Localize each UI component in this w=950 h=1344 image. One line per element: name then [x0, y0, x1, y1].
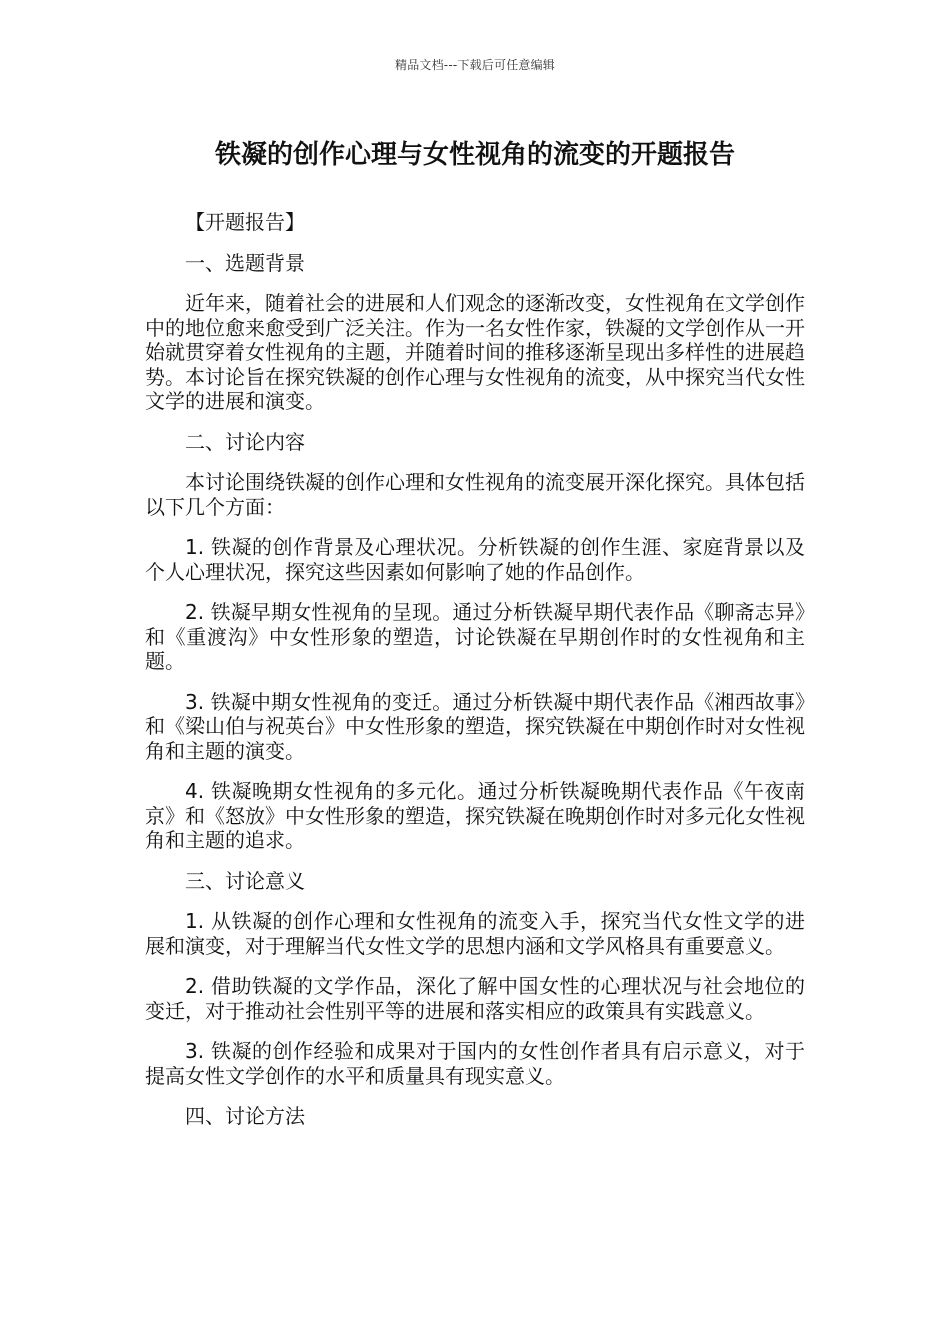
- list-item-significance-1: 1. 从铁凝的创作心理和女性视角的流变入手，探究当代女性文学的进展和演变，对于理解当代女性文学的思想内涵和文学风格具有重要意义。: [145, 909, 805, 958]
- section-heading-content: 二、讨论内容: [185, 429, 305, 454]
- section-heading-significance: 三、讨论意义: [185, 868, 305, 893]
- paragraph-gap: [145, 958, 805, 974]
- document-title: 铁凝的创作心理与女性视角的流变的开题报告: [214, 140, 735, 170]
- paragraph-gap: [145, 674, 805, 690]
- paragraph-gap: [145, 454, 805, 470]
- paragraph-gap: [145, 1088, 805, 1104]
- page-header-note: 精品文档---下载后可任意编辑: [395, 58, 555, 72]
- list-item-content-3: 3. 铁凝中期女性视角的变迁。通过分析铁凝中期代表作品《湘西故事》和《梁山伯与祝英台》中女性形象的塑造，探究铁凝在中期创作时对女性视角和主题的演变。: [145, 689, 805, 763]
- list-item-content-1: 1. 铁凝的创作背景及心理状况。分析铁凝的创作生涯、家庭背景以及个人心理状况，探究这些因素如何影响了她的作品创作。: [145, 535, 805, 584]
- section-heading-method: 四、讨论方法: [185, 1104, 305, 1128]
- paragraph-gap: [145, 235, 805, 251]
- document-body: [145, 210, 805, 1129]
- list-item-significance-2: 2. 借助铁凝的文学作品，深化了解中国女性的心理状况与社会地位的变迁，对于推动社会性别平等的进展和落实相应的政策具有实践意义。: [145, 974, 805, 1023]
- list-item-content-4: 4. 铁凝晚期女性视角的多元化。通过分析铁凝晚期代表作品《午夜南京》和《怒放》中女性形象的塑造，探究铁凝在晚期创作时对多元化女性视角和主题的追求。: [145, 779, 805, 852]
- paragraph-background: 近年来，随着社会的进展和人们观念的逐渐改变，女性视角在文学创作中的地位愈来愈受到广泛关注。作为一名女性作家，铁凝的文学创作从一开始就贯穿着女性视角的主题，并随着时间的推移逐渐呈现出多样性的进展趋势。本讨论旨在探究铁凝的创作心理与女性视角的流变，从中探究当代女性文学的进展和演变。: [145, 291, 805, 413]
- paragraph-gap: [145, 414, 805, 430]
- paragraph-gap: [145, 584, 805, 600]
- paragraph-gap: [145, 763, 805, 779]
- section-heading-background: 一、选题背景: [185, 250, 305, 275]
- paragraph-gap: [145, 893, 805, 909]
- paragraph-gap: [145, 1023, 805, 1039]
- section-label-report: 【开题报告】: [185, 210, 305, 234]
- list-item-content-2: 2. 铁凝早期女性视角的呈现。通过分析铁凝早期代表作品《聊斋志异》和《重渡沟》中女性形象的塑造，讨论铁凝在早期创作时的女性视角和主题。: [145, 600, 805, 673]
- paragraph-gap: [145, 853, 805, 869]
- paragraph-content-intro: 本讨论围绕铁凝的创作心理和女性视角的流变展开深化探究。具体包括以下几个方面：: [145, 470, 805, 519]
- paragraph-gap: [145, 519, 805, 535]
- paragraph-gap: [145, 275, 805, 291]
- list-item-significance-3: 3. 铁凝的创作经验和成果对于国内的女性创作者具有启示意义，对于提高女性文学创作的水平和质量具有现实意义。: [145, 1039, 805, 1088]
